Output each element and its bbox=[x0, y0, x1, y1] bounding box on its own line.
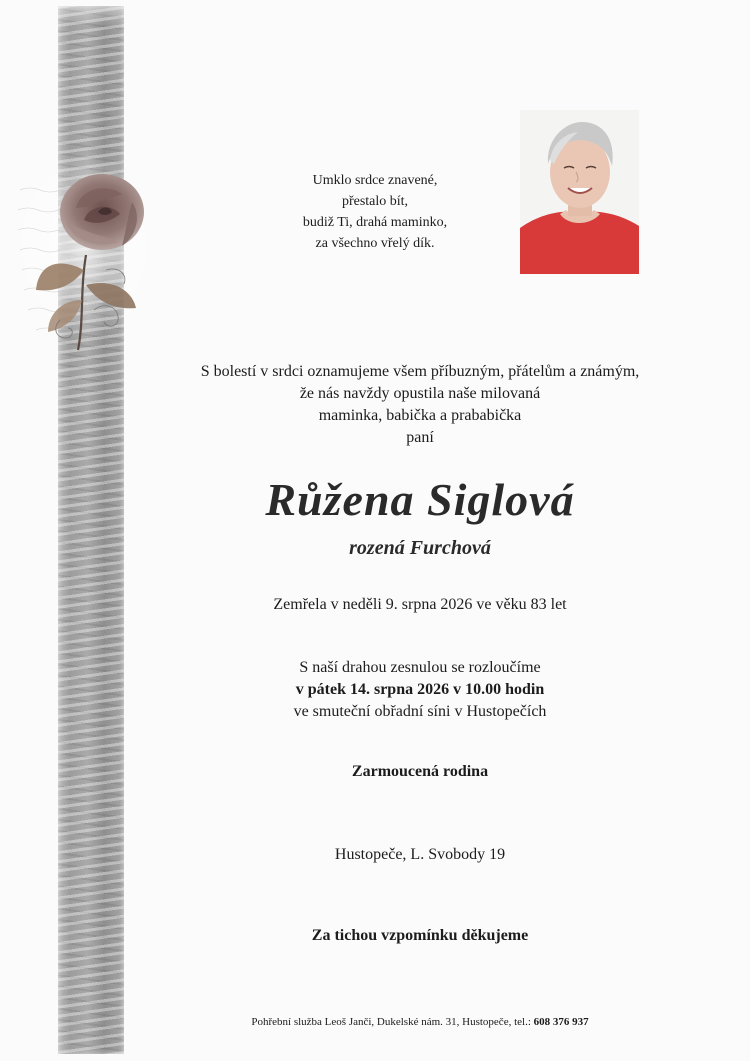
announcement-line: paní bbox=[406, 429, 434, 446]
maiden-name: rozená Furchová bbox=[349, 537, 491, 559]
farewell-line: S naší drahou zesnulou se rozloučíme bbox=[299, 659, 541, 676]
poem bbox=[290, 170, 460, 254]
poem-line: Umklo srdce znavené, bbox=[312, 173, 438, 188]
funeral-datetime: v pátek 14. srpna 2026 v 10.00 hodin bbox=[295, 681, 545, 698]
announcement-line: S bolestí v srdci oznamujeme všem příbuzným, přátelům a známým, bbox=[200, 363, 640, 380]
announcement-line: že nás navždy opustila naše milovaná bbox=[299, 385, 541, 402]
footer-phone: 608 376 937 bbox=[533, 1016, 589, 1028]
thanks-line: Za tichou vzpomínku děkujeme bbox=[311, 927, 529, 944]
footer-text: Pohřební služba Leoš Janči, Dukelské nám. 31, Hustopeče, tel.: bbox=[251, 1016, 534, 1028]
portrait-photo bbox=[520, 110, 639, 274]
family-signature: Zarmoucená rodina bbox=[351, 763, 489, 780]
family-address: Hustopeče, L. Svobody 19 bbox=[334, 846, 506, 863]
poem-line: budiž Ti, drahá maminko, bbox=[302, 215, 448, 230]
funeral-venue: ve smuteční obřadní síni v Hustopečích bbox=[293, 703, 547, 720]
announcement-text bbox=[150, 361, 690, 449]
deceased-name: Růžena Siglová bbox=[265, 474, 575, 525]
rose-decoration bbox=[14, 150, 174, 360]
announcement-line: maminka, babička a prababička bbox=[318, 407, 522, 424]
poem-line: přestalo bít, bbox=[341, 194, 409, 209]
funeral-service-footer bbox=[150, 1014, 690, 1030]
band-fade bbox=[58, 6, 124, 26]
poem-line: za všechno vřelý dík. bbox=[315, 236, 435, 251]
death-date: Zemřela v neděli 9. srpna 2026 ve věku 83 let bbox=[273, 596, 567, 613]
farewell-info bbox=[150, 657, 690, 723]
